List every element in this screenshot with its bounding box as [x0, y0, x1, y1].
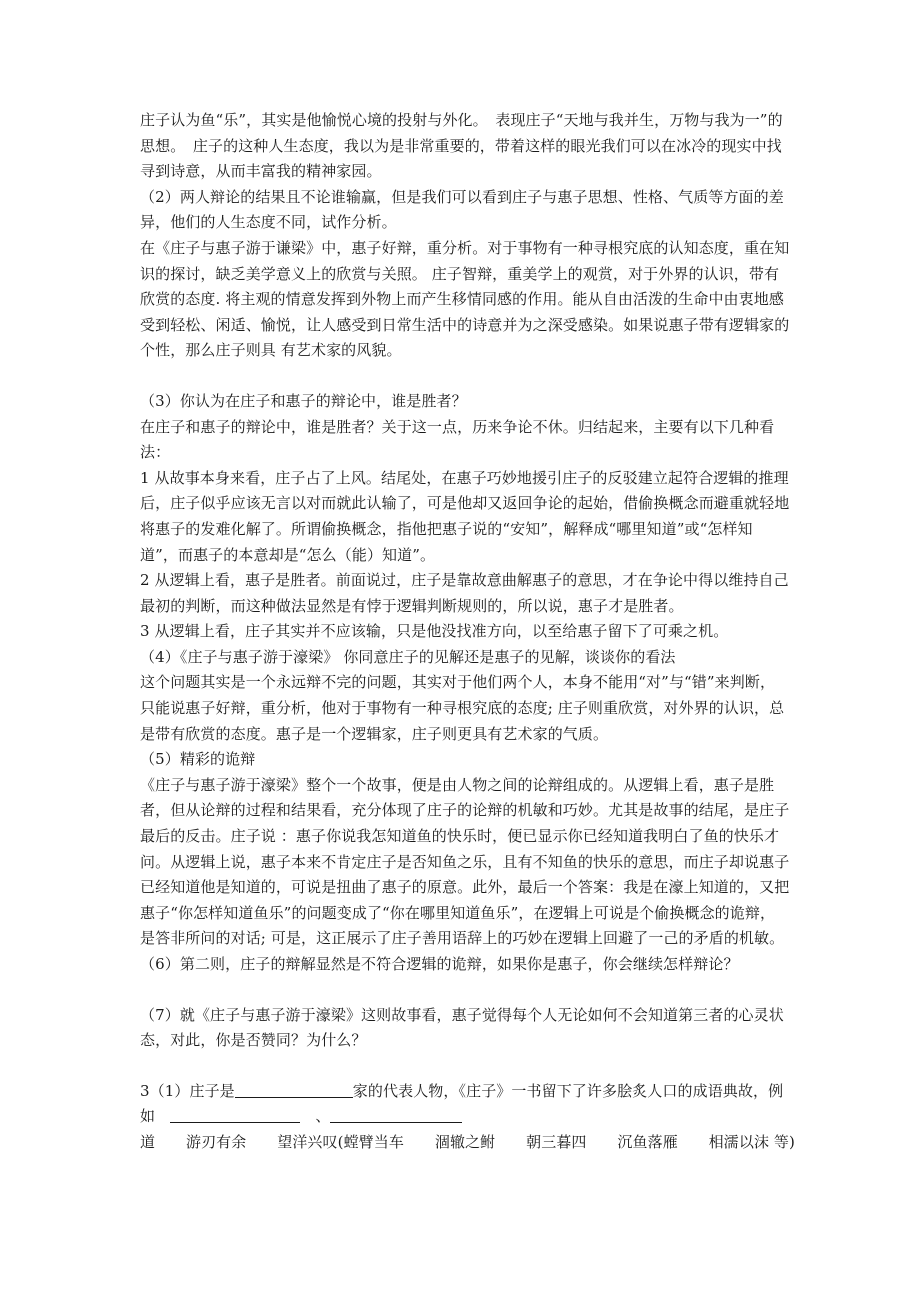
question-6: （6）第二则，庄子的辩解显然是不符合逻辑的诡辩，如果你是惠子，你会继续怎样辩论？ [140, 955, 739, 973]
spacer [140, 1054, 790, 1079]
question-4: （4）《庄子与惠子游于濠梁》 你同意庄子的见解还是惠子的见解，谈谈你的看法 [140, 647, 676, 666]
answer-3-view-2: 2 从逻辑上看，惠子是胜者。前面说过，庄子是靠故意曲解惠子的意思，才在争论中得以维持自己最初的判断，而这种做法显然是有悖于逻辑判断规则的，所以说，惠子才是胜者。 [140, 571, 789, 615]
answer-3-view-1: 1 从故事本身来看，庄子占了上风。结尾处，在惠子巧妙地援引庄子的反驳建立起符合逻辑的推理后，庄子似乎应该无言以对而就此认输了，可是他却又返回争论的起始，借偷换概念而避重就轻地将惠子的发难化解了。所谓偷换概念，指他把惠子说的“安知”，解释成“哪里知道”或“怎样知道”，而惠子的本意却是“怎么（能）知道”。 [140, 468, 790, 564]
q31-middle: 家的代表人物，《庄子》一书留下了许多脍炙人口的成语典故，例如 [140, 1081, 784, 1126]
question-3-1 [140, 1079, 790, 1130]
fill-blank-idiom-1[interactable] [170, 1104, 300, 1123]
answer-3-view-3: 3 从逻辑上看，庄子其实并不应该输，只是他没找准方向，以至给惠子留下了可乘之机。 [140, 622, 729, 641]
question-2: （2）两人辩论的结果且不论谁输赢，但是我们可以看到庄子与惠子思想、性格、气质等方面的差异，他们的人生态度不同，试作分析。 [140, 187, 784, 232]
spacer [140, 364, 790, 389]
question-5: （5）精彩的诡辩 [140, 750, 256, 769]
document-page [140, 108, 795, 1156]
question-7: （7）就《庄子与惠子游于濠梁》这则故事看，惠子觉得每个人无论如何不会知道第三者的心灵状态，对此，你是否赞同？为什么？ [140, 1005, 784, 1050]
fill-blank-idiom-2[interactable] [330, 1104, 462, 1123]
paragraph-fish-joy: 庄子认为鱼“乐”，其实是他愉悦心境的投射与外化。 表现庄子“天地与我并生，万物与我为一”的思想。 庄子的这种人生态度，我以为是非常重要的，带着这样的眼光我们可以在冰冷的现实中找寻到诗意，从而丰富我的精神家园。 [140, 111, 783, 181]
idiom-3: 涸辙之鲋 [434, 1132, 496, 1151]
question-3: （3）你认为在庄子和惠子的辩论中，谁是胜者？ [140, 391, 467, 410]
idiom-4: 朝三暮四 [526, 1132, 587, 1151]
answer-5: 《庄子与惠子游于濠梁》整个一个故事，便是由人物之间的论辩组成的。从逻辑上看，惠子是胜者，但从论辩的过程和结果看，充分体现了庄子的论辩的机敏和巧妙。尤其是故事的结尾，是庄子最后的反击。庄子说 ：惠子你说我怎知道鱼的快乐时，便已显示你已经知道我明白了鱼的快乐才问。从逻辑上说，惠子本来不肯定庄子是否知鱼之乐，且有不知鱼的快乐的意思，而庄子却说惠子已经知道他是知道的，可说是扭曲了惠子的原意。此外，最后一个答案：我是在濠上知道的，又把惠子“你怎样知道鱼乐”的问题变成了“你在哪里知道鱼乐”，在逻辑上可说是个偷换概念的诡辩，是答非所问的对话; 可是，这正展示了庄子善用语辞上的巧妙在逻辑上回避了一己的矛盾的机敏。 [140, 775, 790, 948]
answer-2: 在《庄子与惠子游于谦梁》中，惠子好辩，重分析。对于事物有一种寻根究底的认知态度，重在知识的探讨，缺乏美学意义上的欣赏与关照。 庄子智辩，重美学上的观赏，对于外界的认识，带有欣赏的态度. 将主观的情意发挥到外物上而产生移情同感的作用。能从自由活泼的生命中由衷地感受到轻松、闲适、愉悦，让人感受到日常生活中的诗意并为之深受感染。如果说惠子带有逻辑家的个性，那么庄子则具 有艺术家的风貌。 [140, 238, 790, 360]
answer-3-intro: 在庄子和惠子的辩论中，谁是胜者？关于这一点，历来争论不休。归结起来，主要有以下几种看法： [140, 417, 775, 462]
idiom-answers [140, 1130, 795, 1156]
idiom-1: 游刃有余 [185, 1132, 247, 1151]
answer-4: 这个问题其实是一个永远辩不完的问题，其实对于他们两个人，本身不能用“对”与“错”来判断，只能说惠子好辩，重分析，他对于事物有一种寻根究底的态度; 庄子则重欣赏，对外界的认识，总是带有欣赏的态度。惠子是一个逻辑家，庄子则更具有艺术家的气质。 [140, 673, 785, 743]
idiom-5: 沉鱼落雁 [617, 1132, 678, 1151]
q31-prefix: 3（1）庄子是 [140, 1081, 235, 1100]
q31-separator: 、 [315, 1107, 331, 1126]
spacer [140, 978, 790, 1003]
idiom-2: 望洋兴叹(螳臂当车 [277, 1132, 404, 1151]
idiom-6: 相濡以沫 等) [708, 1132, 795, 1151]
fill-blank-school[interactable] [235, 1079, 353, 1098]
idiom-0: 道 [140, 1132, 156, 1151]
